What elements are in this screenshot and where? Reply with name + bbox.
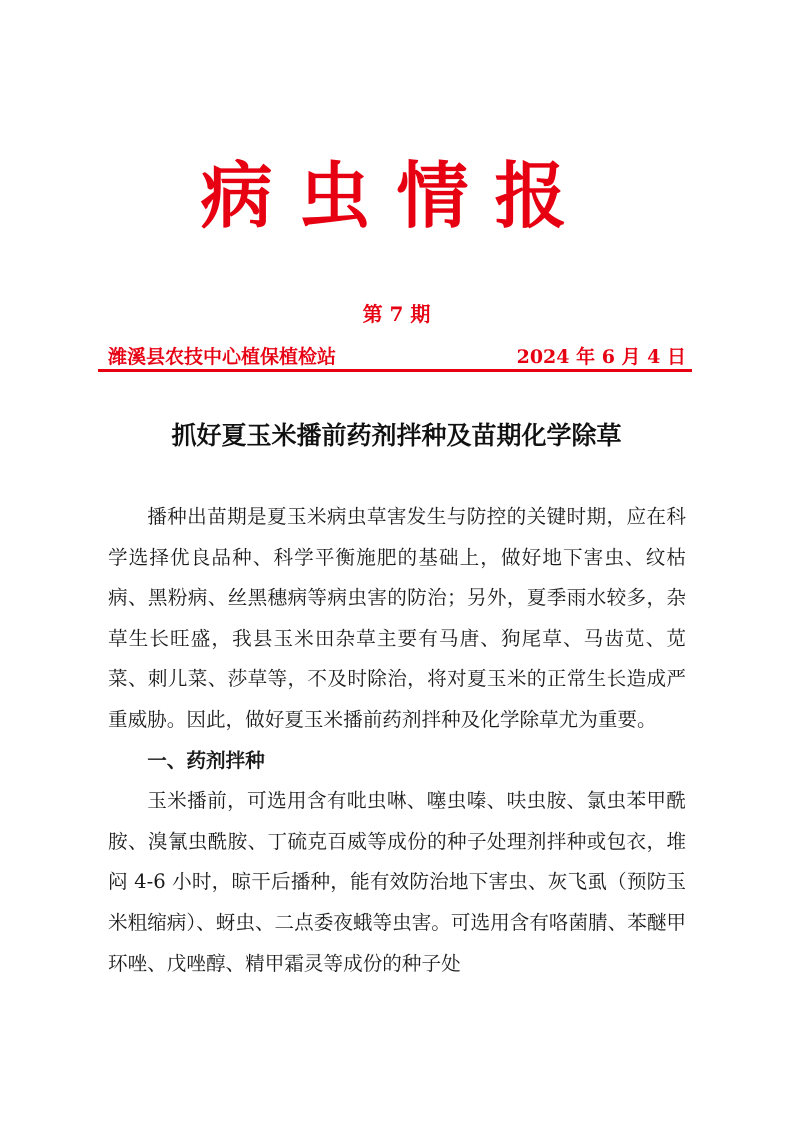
publish-date: 2024 年 6 月 4 日 <box>516 346 686 368</box>
organization-name: 潍溪县农技中心植保植检站 <box>108 346 337 368</box>
issue-number: 第 7 期 <box>362 302 431 326</box>
section-heading-seed-treatment: 一、药剂拌种 <box>147 748 265 772</box>
paragraph-seed-treatment: 玉米播前，可选用含有吡虫啉、噻虫嗪、呋虫胺、氯虫苯甲酰胺、溴氰虫酰胺、丁硫克百威等成份的种子处理剂拌种或包衣，堆闷 4-6 小时，晾干后播种，能有效防治地下害虫、灰飞虱（预防玉米粗缩病）、蚜虫、二点委夜蛾等虫害。可选用含有咯菌腈、苯醚甲环唑、戊唑醇、精甲霜灵等成份的种子处 <box>108 789 687 975</box>
article-title: 抓好夏玉米播前药剂拌种及苗期化学除草 <box>171 421 622 450</box>
paragraph-intro: 播种出苗期是夏玉米病虫草害发生与防控的关键时期，应在科学选择优良品种、科学平衡施肥的基础上，做好地下害虫、纹枯病、黑粉病、丝黑穗病等病虫害的防治；另外，夏季雨水较多，杂草生长旺盛，我县玉米田杂草主要有马唐、狗尾草、马齿苋、苋菜、刺儿菜、莎草等，不及时除治，将对夏玉米的正常生长造成严重威胁。因此，做好夏玉米播前药剂拌种及化学除草尤为重要。 <box>108 505 686 731</box>
article-body <box>108 497 686 984</box>
masthead-title: 病虫情报 <box>200 153 593 238</box>
publisher-row <box>108 342 686 369</box>
header-divider <box>98 369 692 372</box>
